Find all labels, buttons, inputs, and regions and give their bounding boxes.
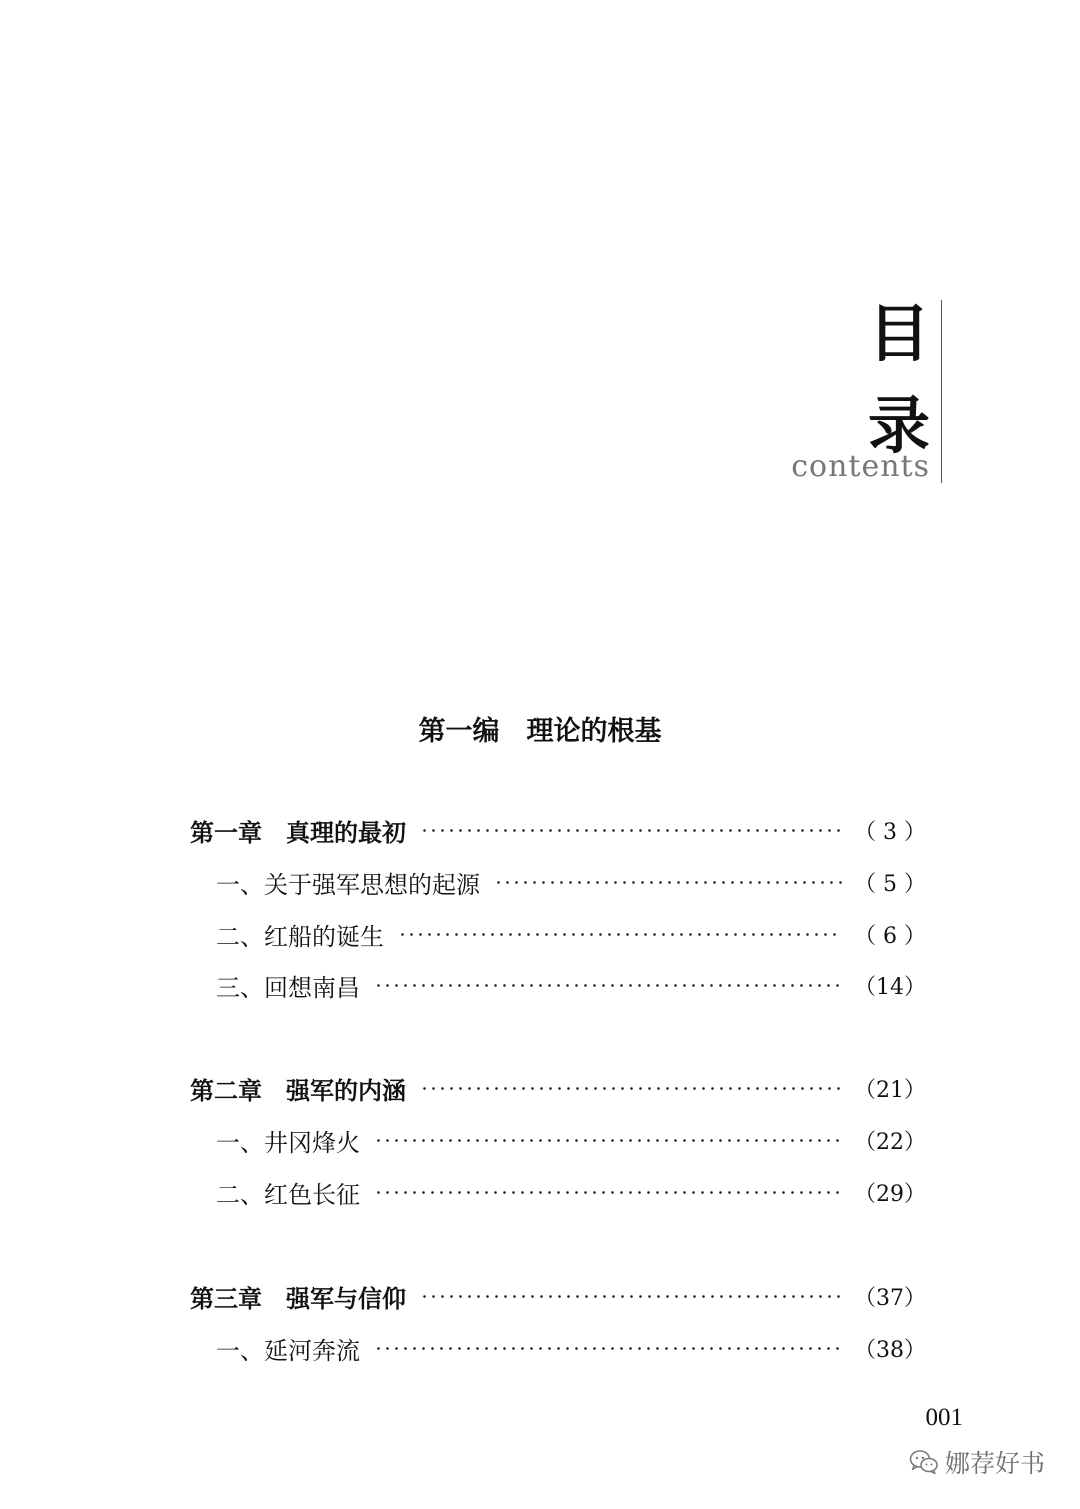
toc-entry-section-1-2[interactable]: [216, 914, 926, 954]
dot-leader: [374, 1191, 842, 1194]
toc-entry-label: 第二章 强军的内涵: [190, 1076, 406, 1105]
dot-leader: [420, 1295, 842, 1298]
watermark: [909, 1444, 1045, 1480]
toc-entry-label: 一、延河奔流: [216, 1336, 360, 1365]
page-number: 001: [925, 1404, 963, 1431]
dot-leader: [374, 984, 842, 987]
part-heading: 第一编 理论的根基: [418, 716, 662, 747]
toc-entry-page: （ 6 ）: [854, 923, 926, 949]
dot-leader: [398, 933, 842, 936]
toc-title-char-2: 录: [867, 389, 930, 462]
toc-entry-page: （14）: [854, 974, 926, 1000]
toc-entry-page: （21）: [854, 1077, 926, 1103]
toc-entry-page: （ 3 ）: [854, 819, 926, 845]
toc-entry-label: 第三章 强军与信仰: [190, 1284, 406, 1313]
toc-subtitle: contents: [791, 449, 930, 484]
toc-entry-section-2-1[interactable]: [216, 1120, 926, 1160]
toc-title-block: [770, 297, 930, 485]
toc-entry-label: 第一章 真理的最初: [190, 818, 406, 847]
toc-entry-chapter-2[interactable]: [190, 1068, 926, 1108]
toc-entry-chapter-3[interactable]: [190, 1276, 926, 1316]
toc-entry-chapter-1[interactable]: [190, 810, 926, 850]
watermark-text: 娜荐好书: [944, 1449, 1045, 1478]
dot-leader: [494, 881, 842, 884]
toc-entry-section-1-3[interactable]: [216, 965, 926, 1005]
wechat-icon: [909, 1449, 939, 1475]
dot-leader: [420, 829, 842, 832]
toc-entry-label: 一、井冈烽火: [216, 1128, 360, 1157]
toc-title-char-1: 目: [867, 297, 930, 370]
toc-entry-label: 二、红色长征: [216, 1180, 360, 1209]
toc-entry-page: （22）: [854, 1129, 926, 1155]
toc-entry-page: （29）: [854, 1181, 926, 1207]
toc-entry-label: 三、回想南昌: [216, 973, 360, 1002]
toc-entry-section-3-1[interactable]: [216, 1328, 926, 1368]
toc-entry-section-2-2[interactable]: [216, 1172, 926, 1212]
toc-entry-section-1-1[interactable]: [216, 862, 926, 902]
toc-entry-page: （37）: [854, 1285, 926, 1311]
dot-leader: [374, 1347, 842, 1350]
title-divider-line: [941, 300, 942, 483]
dot-leader: [374, 1139, 842, 1142]
dot-leader: [420, 1087, 842, 1090]
toc-entry-page: （ 5 ）: [854, 871, 926, 897]
toc-entry-label: 二、红船的诞生: [216, 922, 384, 951]
toc-entry-label: 一、关于强军思想的起源: [216, 870, 480, 899]
toc-entry-page: （38）: [854, 1337, 926, 1363]
